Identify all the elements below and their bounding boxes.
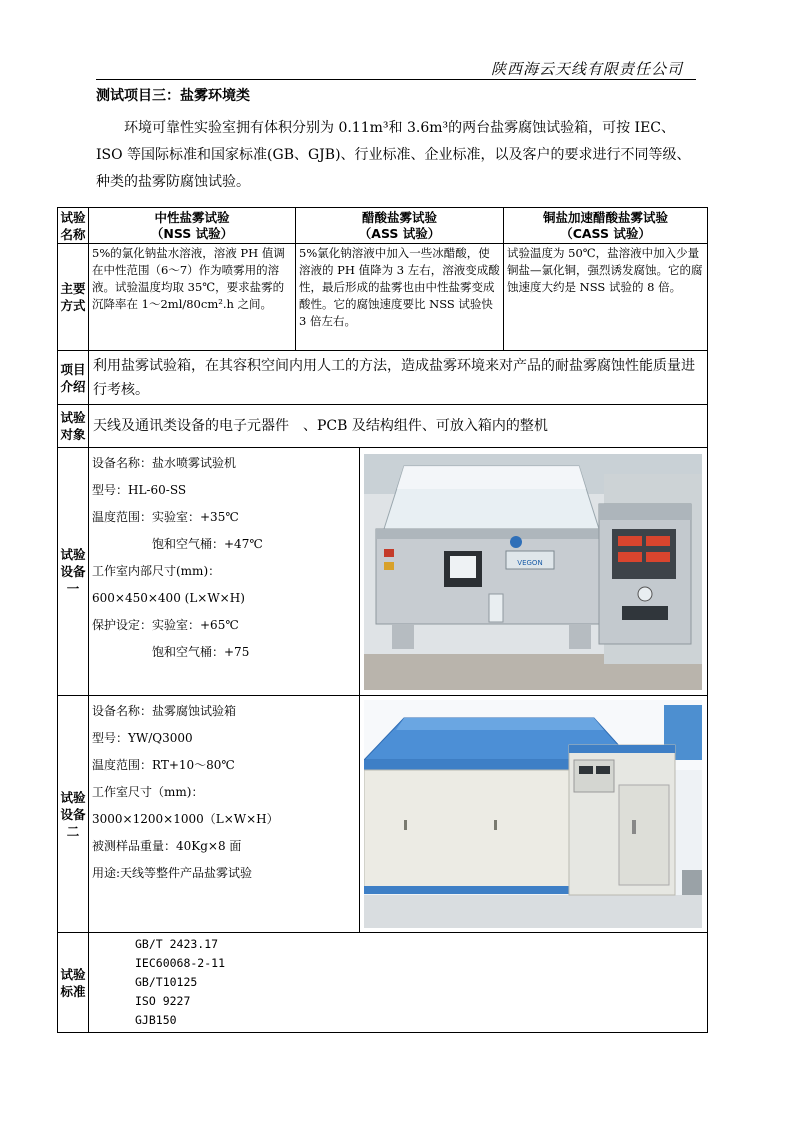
eq2-line: 被测样品重量：40Kg×8 面 bbox=[92, 839, 242, 853]
equipment-2-photo bbox=[360, 696, 708, 933]
cass-method: 试验温度为 50℃，盐溶液中加入少量铜盐—氯化铜，强烈诱发腐蚀。它的腐蚀速度大约是 NSS 试验的 8 倍。 bbox=[504, 244, 708, 351]
eq1-line: 饱和空气桶：+75 bbox=[92, 645, 250, 659]
eq1-line: 工作室内部尺寸(mm)： bbox=[92, 564, 221, 578]
ass-abbr: （ASS 试验） bbox=[358, 225, 441, 241]
row-object bbox=[58, 405, 708, 448]
eq1-line: 温度范围：实验室：+35℃ bbox=[92, 510, 239, 524]
header-divider bbox=[96, 79, 696, 80]
eq2-line: 温度范围：RT+10～80℃ bbox=[92, 758, 235, 772]
brand-label: VEGON bbox=[517, 558, 543, 567]
standard-item: IEC60068-2-11 bbox=[135, 956, 226, 970]
row-test-name bbox=[58, 208, 708, 244]
intro-paragraph bbox=[96, 115, 701, 196]
col-ass bbox=[296, 208, 504, 244]
nss-name: 中性盐雾试验 bbox=[154, 209, 230, 225]
eq1-line: 保护设定：实验室：+65℃ bbox=[92, 618, 239, 632]
eq1-line: 型号：HL-60-SS bbox=[92, 483, 187, 497]
label-equipment-2: 试验设备二 bbox=[58, 696, 89, 933]
eq1-line: 600×450×400 (L×W×H) bbox=[92, 591, 245, 605]
row-standards bbox=[58, 933, 708, 1033]
intro-text: 环境可靠性实验室拥有体积分别为 0.11m³和 3.6m³的两台盐雾腐蚀试验箱，可按 IEC、ISO 等国际标准和国家标准(GB、GJB)、行业标准、企业标准，以及客户的要求进行不同等级、种类的盐雾防腐蚀试验。 bbox=[96, 120, 691, 190]
eq1-line: 设备名称：盐水喷雾试验机 bbox=[92, 456, 237, 470]
standard-item: GB/T 2423.17 bbox=[135, 937, 219, 951]
row-intro bbox=[58, 351, 708, 405]
ass-name: 醋酸盐雾试验 bbox=[362, 209, 438, 225]
label-test-name: 试验名称 bbox=[58, 208, 89, 244]
eq2-line: 3000×1200×1000（L×W×H） bbox=[92, 812, 279, 826]
row-equipment-2 bbox=[58, 696, 708, 933]
eq1-line: 饱和空气桶：+47℃ bbox=[92, 537, 263, 551]
section-title: 测试项目三：盐雾环境类 bbox=[96, 88, 250, 104]
label-object: 试验对象 bbox=[58, 405, 89, 448]
col-nss bbox=[89, 208, 296, 244]
salt-spray-machine-image bbox=[364, 454, 702, 690]
label-method: 主要方式 bbox=[58, 244, 89, 351]
cass-abbr: （CASS 试验） bbox=[560, 225, 651, 241]
standard-item: GB/T10125 bbox=[135, 975, 198, 989]
equipment-1-photo bbox=[360, 448, 708, 696]
eq2-line: 工作室尺寸（mm)： bbox=[92, 785, 204, 799]
label-intro: 项目介绍 bbox=[58, 351, 89, 405]
equipment-2-specs bbox=[89, 696, 360, 933]
label-equipment-1: 试验设备一 bbox=[58, 448, 89, 696]
cass-name: 铜盐加速醋酸盐雾试验 bbox=[543, 209, 669, 225]
eq2-line: 设备名称：盐雾腐蚀试验箱 bbox=[92, 704, 237, 718]
row-equipment-1 bbox=[58, 448, 708, 696]
row-method bbox=[58, 244, 708, 351]
ass-method: 5%氯化钠溶液中加入一些冰醋酸，使溶液的 PH 值降为 3 左右，溶液变成酸性，最后形成的盐雾也由中性盐雾变成酸性。它的腐蚀速度要比 NSS 试验快 3 倍左右。 bbox=[296, 244, 504, 351]
label-standards: 试验标准 bbox=[58, 933, 89, 1033]
standard-item: ISO 9227 bbox=[135, 994, 191, 1008]
corrosion-chamber-image bbox=[364, 700, 702, 928]
intro-cell: 利用盐雾试验箱，在其容积空间内用人工的方法，造成盐雾环境来对产品的耐盐雾腐蚀性能质量进行考核。 bbox=[89, 351, 708, 405]
eq2-line: 型号：YW/Q3000 bbox=[92, 731, 193, 745]
object-cell: 天线及通讯类设备的电子元器件 、PCB 及结构组件、可放入箱内的整机 bbox=[89, 405, 708, 448]
col-cass bbox=[504, 208, 708, 244]
nss-abbr: （NSS 试验） bbox=[150, 225, 234, 241]
test-table bbox=[57, 207, 708, 1033]
equipment-1-specs bbox=[89, 448, 360, 696]
standards-list bbox=[89, 933, 708, 1033]
eq2-line: 用途:天线等整件产品盐雾试验 bbox=[92, 866, 253, 880]
company-name: 陕西海云天线有限责任公司 bbox=[490, 60, 683, 78]
standard-item: GJB150 bbox=[135, 1013, 177, 1027]
nss-method: 5%的氯化钠盐水溶液，溶液 PH 值调在中性范围（6～7）作为喷雾用的溶液。试验温度均取 35℃，要求盐雾的沉降率在 1～2ml/80cm².h 之间。 bbox=[89, 244, 296, 351]
